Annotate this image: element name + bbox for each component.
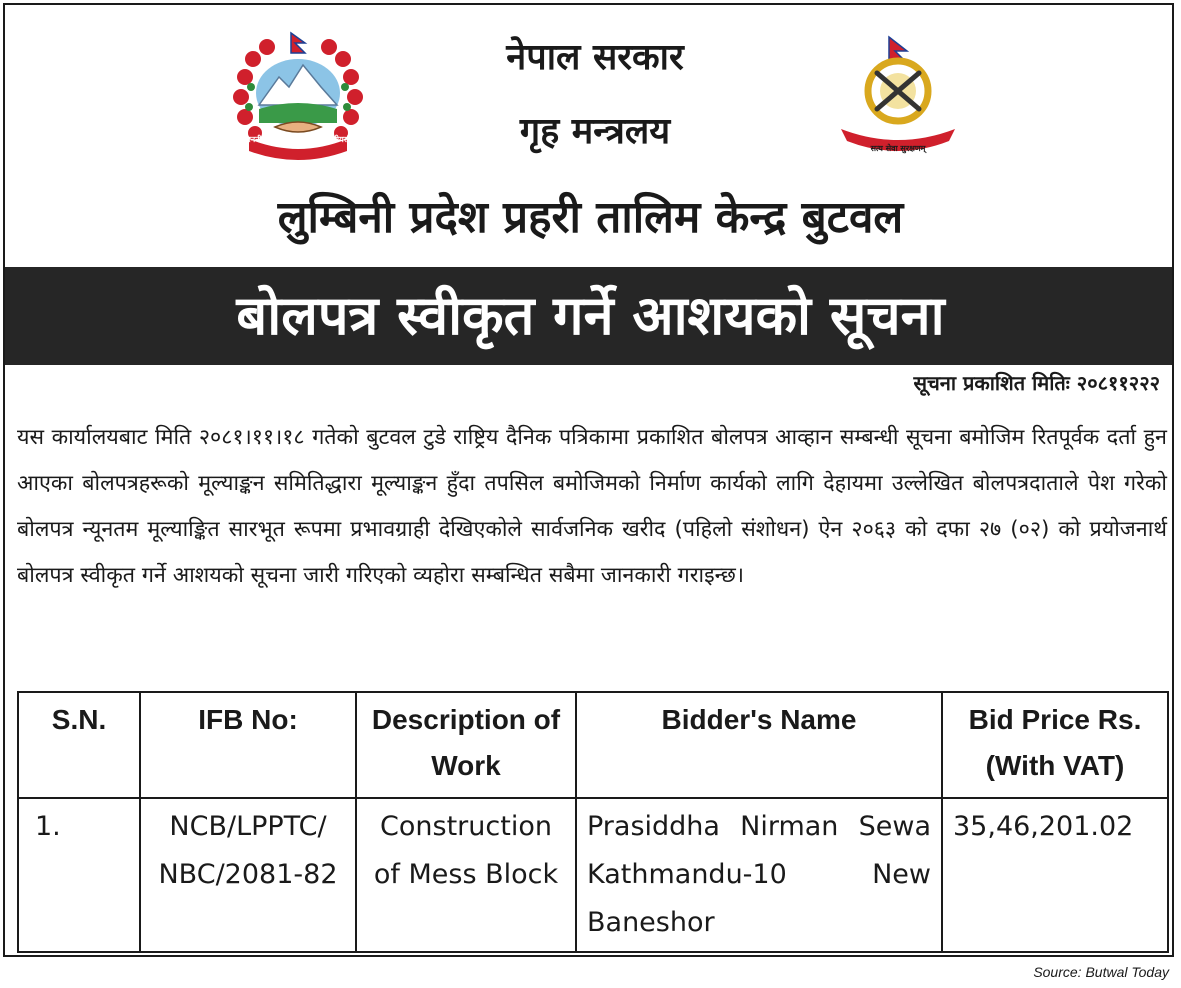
office-name: लुम्बिनी प्रदेश प्रहरी तालिम केन्द्र बुटवल (277, 192, 904, 243)
ministry-title: गृह मन्त्रलय (519, 111, 671, 152)
cell-description: Construction of Mess Block (356, 798, 576, 952)
header-price: Bid Price Rs. (With VAT) (942, 692, 1168, 798)
cell-sn: 1. (18, 798, 140, 952)
government-title: नेपाल सरकार (506, 37, 684, 78)
header-ifb: IFB No: (140, 692, 356, 798)
published-date: सूचना प्रकाशित मितिः २०८११२२२ (913, 371, 1160, 395)
header-bidder: Bidder's Name (576, 692, 942, 798)
table-row (18, 798, 1168, 952)
nepal-police-emblem-icon (833, 33, 963, 158)
emblem-motto-left: जननी जन्मभूमिश्च स्वर्गादपि गरीयसी (244, 135, 352, 144)
source-credit: Source: Butwal Today (1033, 964, 1169, 980)
header-sn: S.N. (18, 692, 140, 798)
cell-bidder: Prasiddha Nirman Sewa Kathmandu-10 New Baneshor (576, 798, 942, 952)
header-description: Description of Work (356, 692, 576, 798)
table-header-row (18, 692, 1168, 798)
notice-body: यस कार्यालयबाट मिति २०८१।११।१८ गतेको बुटवल टुडे राष्ट्रिय दैनिक पत्रिकामा प्रकाशित बोलपत्र आव्हान सम्बन्धी सूचना बमोजिम रितपूर्वक दर्ता हुन आएका बोलपत्रहरूको मूल्याङ्कन समितिद्धारा मूल्याङ्कन हुँदा तपसिल बमोजिमको निर्माण कार्यको लागि देहायमा उल्लेखित बोलपत्रदाताले पेश गरेको बोलपत्र न्यूनतम मूल्याङ्कित सारभूत रूपमा प्रभावग्राही देखिएकोले सार्वजनिक खरीद (पहिलो संशोधन) ऐन २०६३ को दफा २७ (०२) को प्रयोजनार्थ बोलपत्र स्वीकृत गर्ने आशयको सूचना जारी गरिएको व्यहोरा सम्बन्धित सबैमा जानकारी गराइन्छ। (17, 425, 1167, 588)
nepal-emblem-icon (223, 27, 373, 167)
notice-frame (3, 3, 1174, 957)
police-emblem-motto: सत्य सेवा सुरक्षणम् (870, 144, 926, 153)
cell-ifb: NCB/LPPTC/ NBC/2081-82 (140, 798, 356, 952)
bid-table (17, 691, 1169, 953)
police-emblem-label: नेपाल प्रहरी (881, 129, 915, 138)
cell-price: 35,46,201.02 (942, 798, 1168, 952)
notice-title-banner: बोलपत्र स्वीकृत गर्ने आशयको सूचना (5, 267, 1174, 365)
